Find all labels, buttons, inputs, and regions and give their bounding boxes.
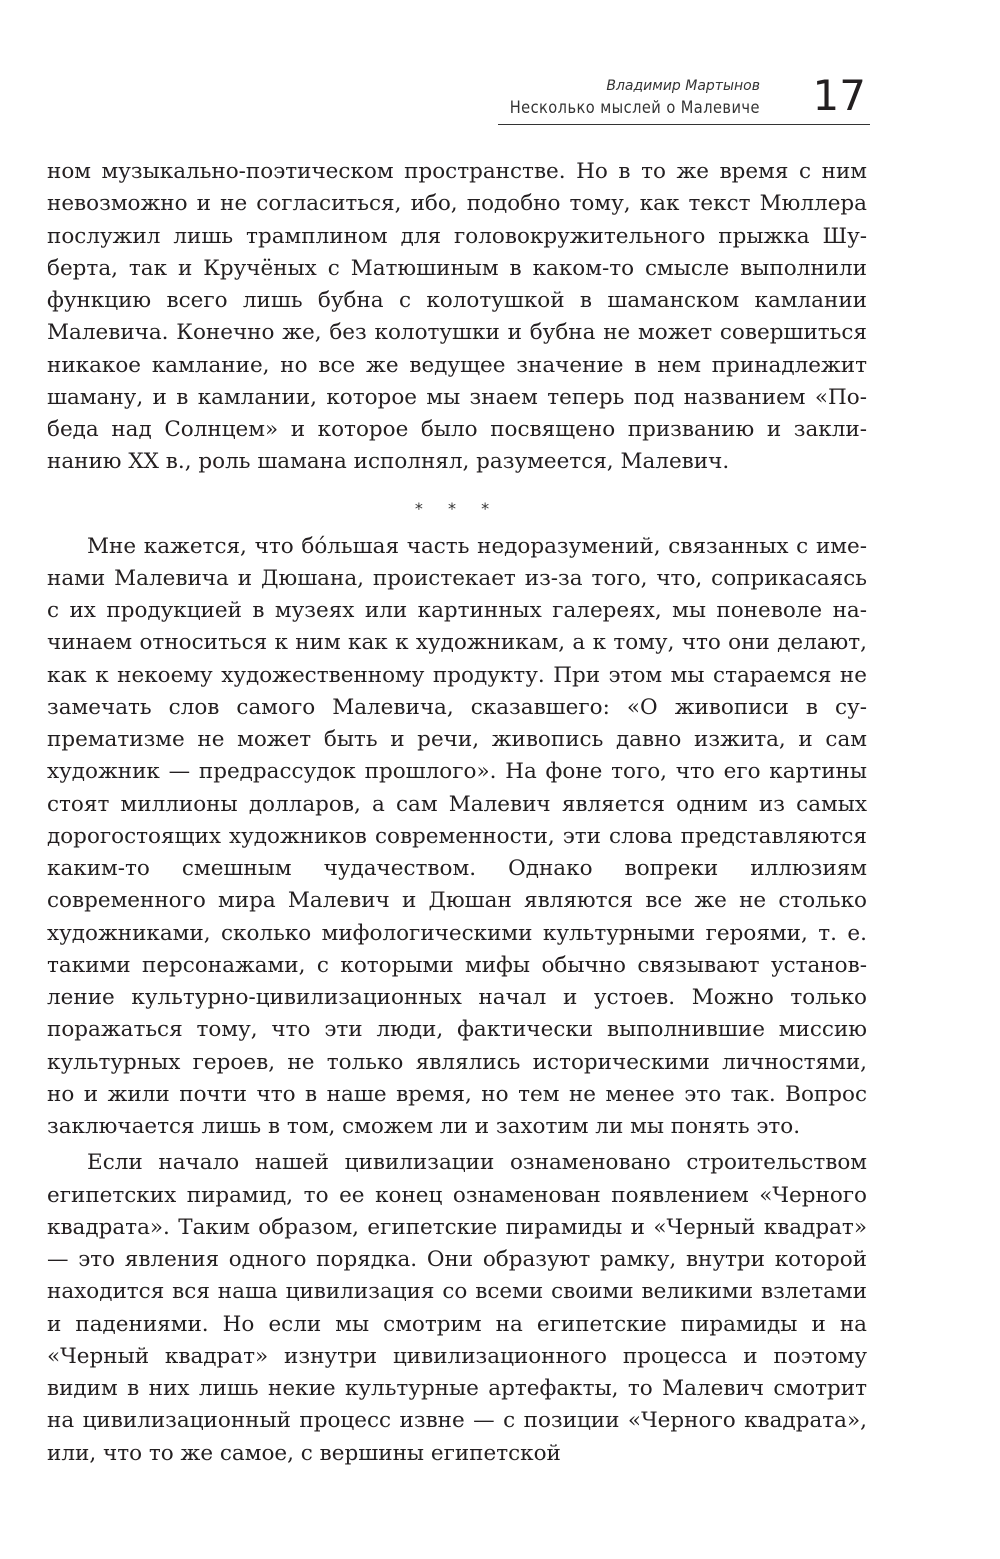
header-title: Несколько мыслей о Малевиче xyxy=(509,98,760,118)
running-header xyxy=(498,72,870,132)
paragraph-1: ном музыкально-поэтическом пространстве. Но в то же время с ним невозможно и не согласиться, ибо, подобно тому, как текст Мюллера послужил лишь трамплином для головокружительного прыжка Шуберта, так и Кручёных с Матюшиным в каком-то смысле выполнили функцию всего лишь бубна с колотушкой в шаманском камлании Малевича. Конечно же, без колотушки и бубна не может совершиться никакое камлание, но все же ведущее значение в нем принадлежит шаману, и в камлании, которое мы знаем теперь под названием «Победа над Солнцем» и которое было посвящено призванию и заклинанию XX в., роль шамана исполнял, разумеется, Малевич. xyxy=(47,159,867,475)
header-author: Владимир Мартынов xyxy=(606,78,760,94)
section-separator: * * * xyxy=(414,498,500,518)
paragraph-3: Если начало нашей цивилизации ознаменовано строительством египетских пирамид, то ее конец ознаменован появлением «Черного квадрата». Таким образом, египетские пирамиды и «Черный квадрат» — это явления одного порядка. Они образуют рамку, внутри которой находится вся наша цивилизация со всеми своими великими взлетами и падениями. Но если мы смотрим на египетские пирамиды и на «Черный квадрат» изнутри цивилизационного процесса и поэтому видим в них лишь некие культурные артефакты, то Малевич смотрит на цивилизационный процесс извне — с позиции «Черного квадрата», или, что то же самое, с вершины египетской xyxy=(47,1150,867,1466)
page-body xyxy=(47,156,867,1470)
page-number: 17 xyxy=(812,71,866,120)
header-rule xyxy=(498,124,870,125)
paragraph-2: Мне кажется, что бóльшая часть недоразумений, связанных с именами Малевича и Дюшана, проистекает из-за того, что, соприкасаясь с их продукцией в музеях или картинных галереях, мы поневоле начинаем относиться к ним как к художникам, а к тому, что они делают, как к некоему художественному продукту. При этом мы стараемся не замечать слов самого Малевича, сказавшего: «О живописи в супрематизме не может быть и речи, живопись давно изжита, и сам художник — предрассудок прошлого». На фоне того, что его картины стоят миллионы долларов, а сам Малевич является одним из самых дорогостоящих художников современности, эти слова представляются каким-то смешным чудачеством. Однако вопреки иллюзиям современного мира Малевич и Дюшан являются все же не столько художниками, сколько мифологическими культурными героями, т. е. такими персонажами, с которыми мифы обычно связывают установление культурно-цивилизационных начал и устоев. Можно только поражаться тому, что эти люди, фактически выполнившие миссию культурных героев, не только являлись историческими личностями, но и жили почти что в наше время, но тем не менее это так. Вопрос заключается лишь в том, сможем ли и захотим ли мы понять это. xyxy=(47,533,867,1139)
